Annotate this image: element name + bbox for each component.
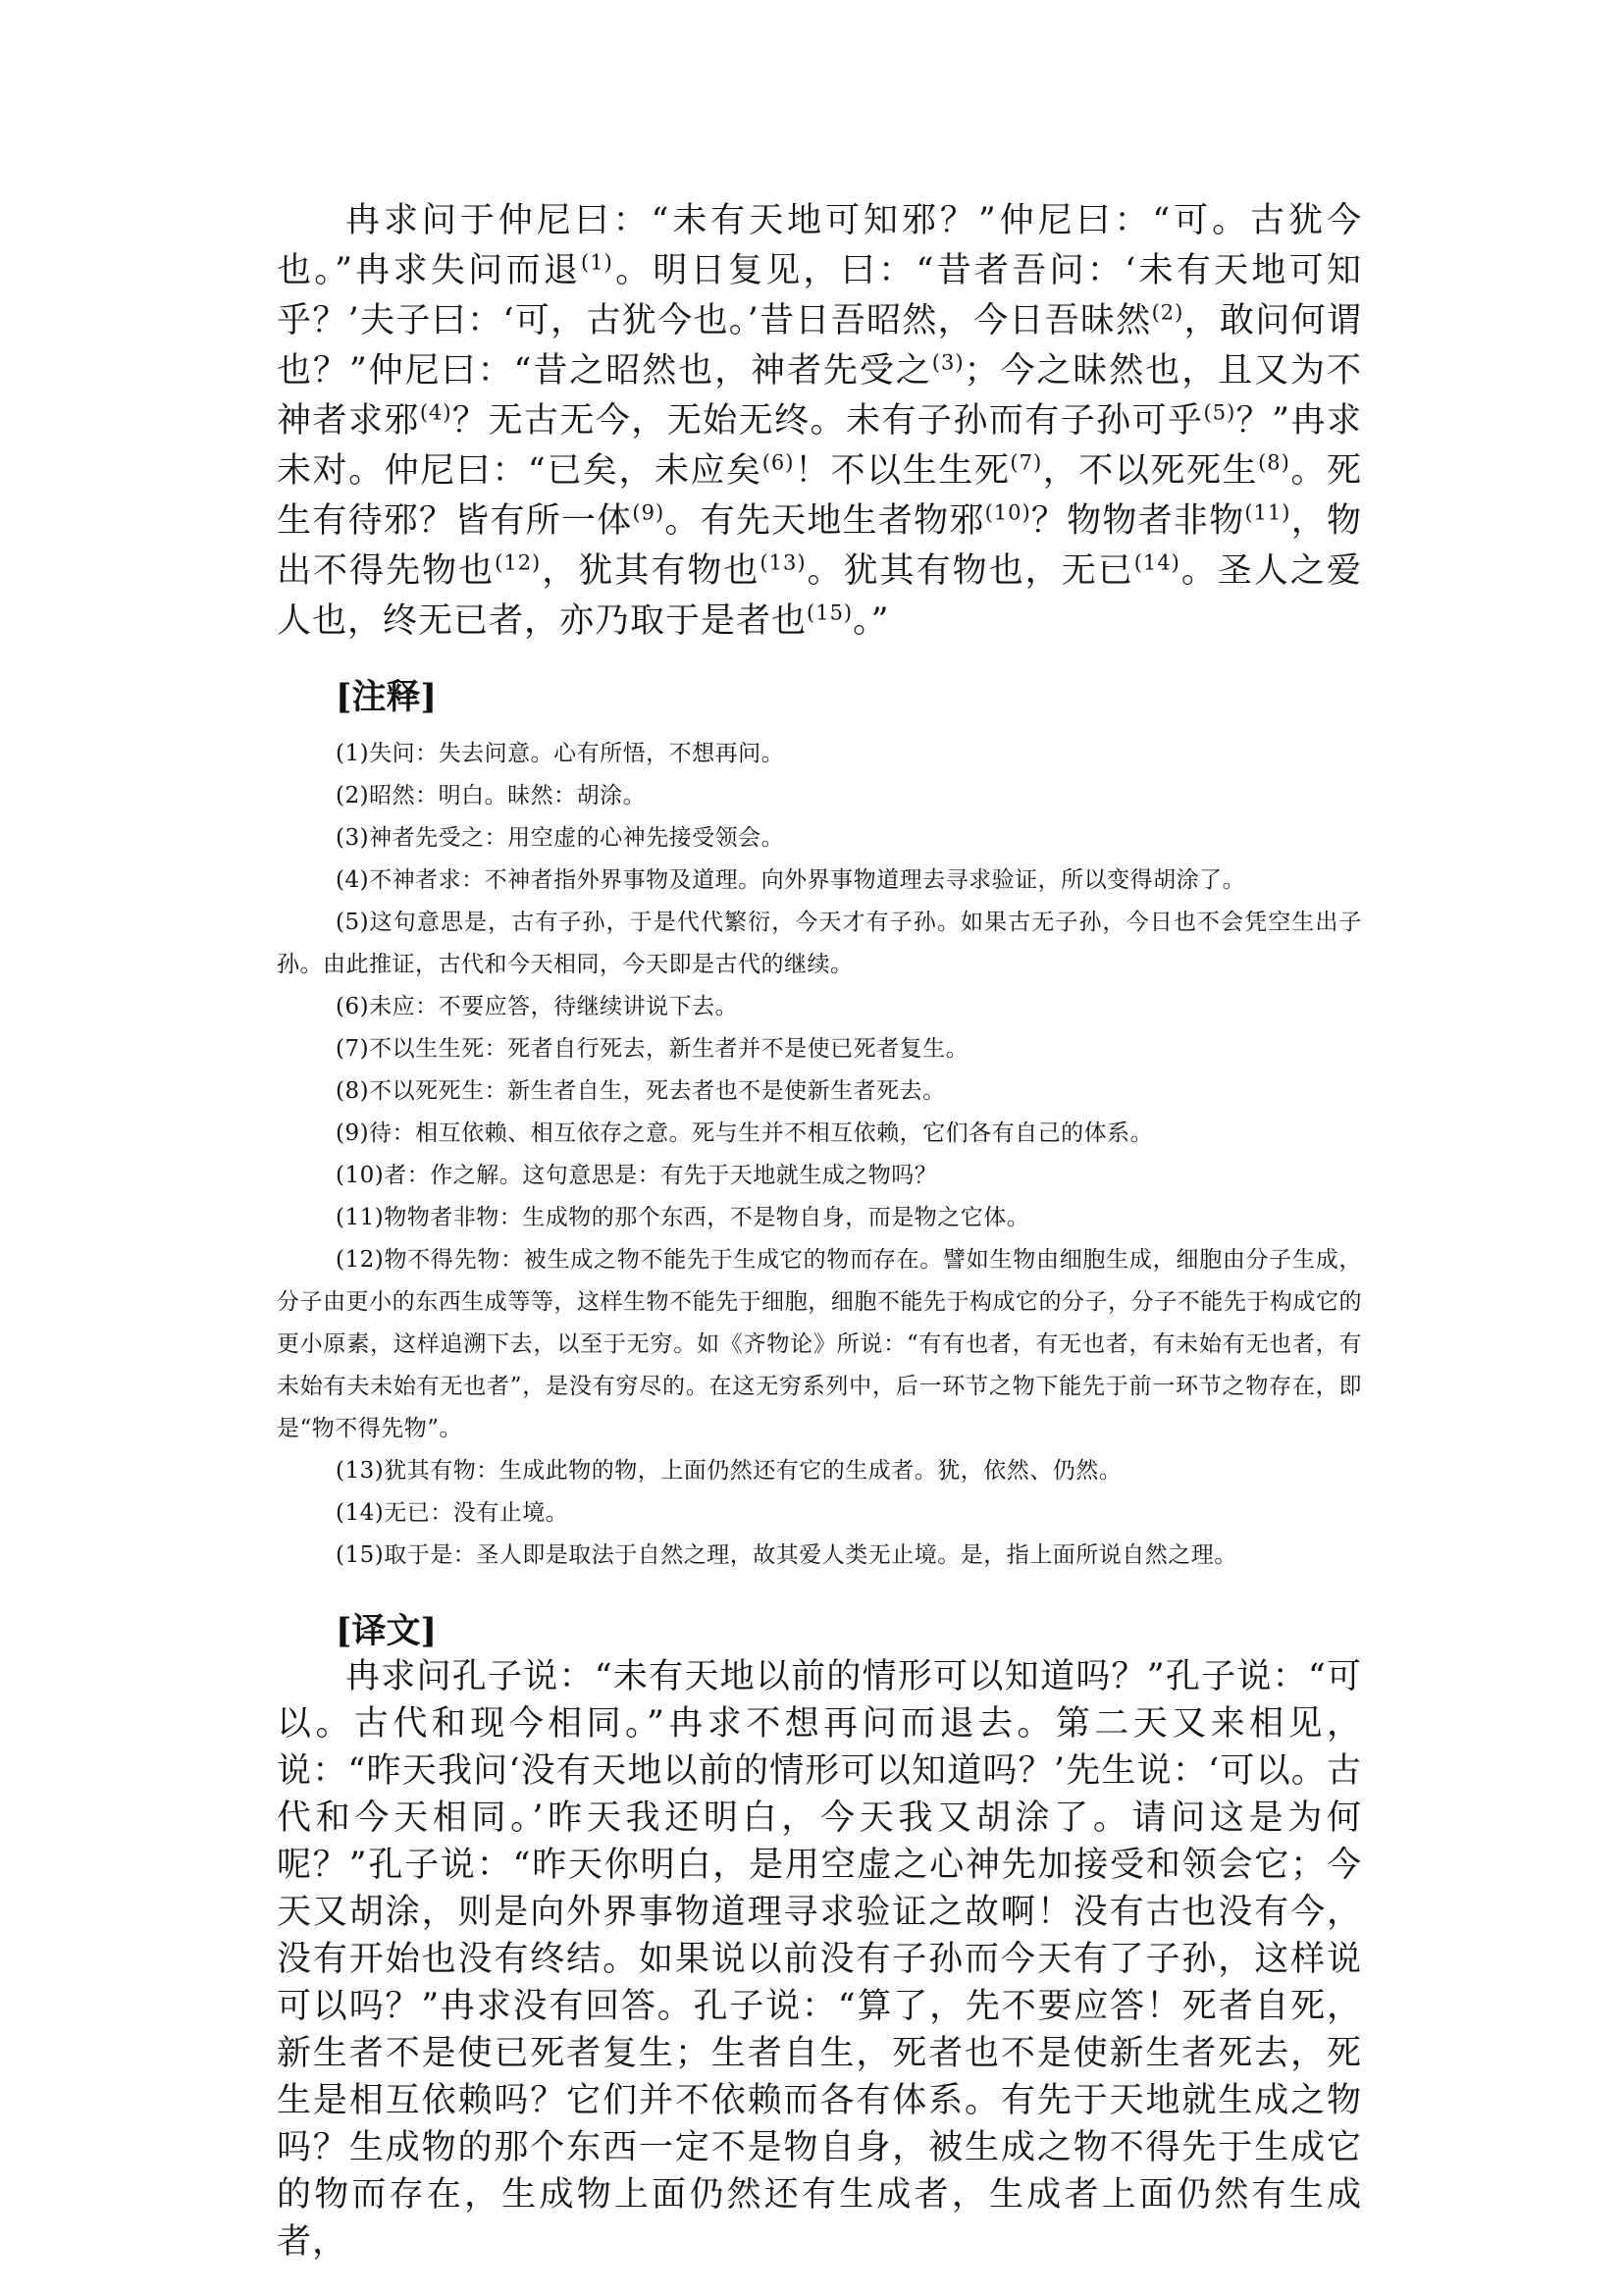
note-item: (10)者：作之解。这句意思是：有先于天地就生成之物吗？ (336, 1163, 938, 1188)
note-item: (5)这句意思是，古有子孙，于是代代繁衍，今天才有子孙。如果古无子孙，今日也不会凭空生出子孙。由此推证，古代和今天相同，今天即是古代的继续。 (277, 910, 1362, 977)
passage-text: ，敢问何谓也？”仲尼曰：“昔之昭然也，神者先受之 (277, 301, 1362, 391)
passage-text: ？无古无今，无始无终。未有子孙而有子孙可乎 (451, 401, 1204, 441)
note-item: (1)失问：失去问意。心有所悟，不想再问。 (336, 741, 785, 766)
footnote-marker: (7) (1010, 450, 1043, 475)
passage-text: ，物出不得先物也 (277, 501, 1362, 591)
note-item: (8)不以死死生：新生者自生，死去者也不是使新生者死去。 (336, 1078, 946, 1104)
passage-text: 冉求问于仲尼曰：“未有天地可知邪？”仲尼曰：“可。古犹今也。”冉求失问而退 (277, 201, 1362, 290)
footnote-marker: (13) (760, 550, 807, 575)
footnote-marker: (15) (807, 600, 854, 625)
footnote-marker: (8) (1258, 450, 1290, 475)
footnote-marker: (3) (931, 350, 965, 375)
footnote-marker: (4) (419, 400, 452, 425)
passage-text: ？”冉求未对。仲尼曰：“已矣，未应矣 (277, 401, 1362, 491)
footnote-marker: (2) (1151, 300, 1184, 325)
note-item: (7)不以生生死：死者自行死去，新生者并不是使已死者复生。 (336, 1036, 969, 1062)
footnote-marker: (5) (1203, 400, 1236, 425)
passage-text: 。” (853, 601, 890, 641)
note-item: (2)昭然：明白。昧然：胡涂。 (336, 783, 647, 808)
note-item: (12)物不得先物：被生成之物不能先于生成它的物而存在。譬如生物由细胞生成，细胞由分子生成，分子由更小的东西生成等等，这样生物不能先于细胞，细胞不能先于构成它的分子，分子不能先于构成它的更小原素，这样追溯下去，以至于无穷。如《齐物论》所说：“有有也者，有无也者，有未始有无也者，有未始有夫未始有无也者”，是没有穷尽的。在这无穷系列中，后一环节之物下能先于前一环节之物存在，即是“物不得先物”。 (277, 1247, 1362, 1441)
passage-text: ，犹其有物也 (541, 551, 760, 591)
note-item: (11)物物者非物：生成物的那个东西，不是物自身，而是物之它体。 (336, 1205, 1030, 1230)
passage-text: 。犹其有物也，无已 (806, 551, 1134, 591)
note-item: (6)未应：不要应答，待继续讲说下去。 (336, 994, 739, 1019)
passage-text: 。死生有待邪？皆有所一体 (277, 451, 1362, 541)
translation-text: 冉求问孔子说：“未有天地以前的情形可以知道吗？”孔子说：“可以。古代和现今相同。”冉求不想再问而退去。第二天又来相见，说：“昨天我问‘没有天地以前的情形可以知道吗？’先生说：‘可以。古代和今天相同。’昨天我还明白，今天我又胡涂了。请问这是为何呢？”孔子说：“昨天你明白，是用空虚之心神先加接受和领会它；今天又胡涂，则是向外界事物道理寻求验证之故啊！没有古也没有今，没有开始也没有终结。如果说以前没有子孙而今天有了子孙，这样说可以吗？”冉求没有回答。孔子说：“算了，先不要应答！死者自死，新生者不是使已死者复生；生者自生，死者也不是使新生者死去，死生是相互依赖吗？它们并不依赖而各有体系。有先于天地就生成之物吗？生成物的那个东西一定不是物自身，被生成之物不得先于生成它的物而存在，生成物上面仍然还有生成者，生成者上面仍然有生成者， (277, 1657, 1362, 2262)
passage-text: ？物物者非物 (1030, 501, 1245, 541)
footnote-marker: (10) (984, 500, 1031, 525)
footnote-marker: (11) (1244, 500, 1291, 525)
notes-list (277, 733, 1362, 1577)
original-passage (277, 196, 1362, 647)
footnote-marker: (9) (632, 500, 665, 525)
passage-text: 。圣人之爱人也，终无已者，亦乃取于是者也 (277, 551, 1362, 641)
passage-text: 。有先天地生者物邪 (664, 501, 985, 541)
footnote-marker: (1) (581, 250, 613, 275)
footnote-marker: (12) (495, 550, 542, 575)
note-item: (3)神者先受之：用空虚的心神先接受领会。 (336, 825, 785, 851)
passage-text: ，不以死死生 (1042, 451, 1259, 491)
note-item: (14)无已：没有止境。 (336, 1500, 569, 1526)
footnote-marker: (6) (761, 450, 795, 475)
translation-heading: [译文] (336, 1611, 438, 1651)
note-item: (4)不神者求：不神者指外界事物及道理。向外界事物道理去寻求验证，所以变得胡涂了。 (336, 867, 1246, 893)
note-item: (15)取于是：圣人即是取法于自然之理，故其爱人类无止境。是，指上面所说自然之理。 (336, 1542, 1237, 1568)
document-page (277, 196, 1362, 2266)
note-item: (13)犹其有物：生成此物的物，上面仍然还有它的生成者。犹，依然、仍然。 (336, 1458, 1123, 1484)
passage-text: ！不以生生死 (794, 451, 1011, 491)
passage-text: ；今之昧然也，且又为不神者求邪 (277, 351, 1362, 441)
note-item: (9)待：相互依赖、相互依存之意。死与生并不相互依赖，它们各有自己的体系。 (336, 1121, 1154, 1146)
footnote-marker: (14) (1133, 550, 1180, 575)
passage-text: 。明日复见，曰：“昔者吾问：‘未有天地可知乎？’夫子曰：‘可，古犹今也。’昔日吾昭然，今日吾昧然 (277, 251, 1362, 340)
notes-heading: [注释] (336, 677, 438, 717)
